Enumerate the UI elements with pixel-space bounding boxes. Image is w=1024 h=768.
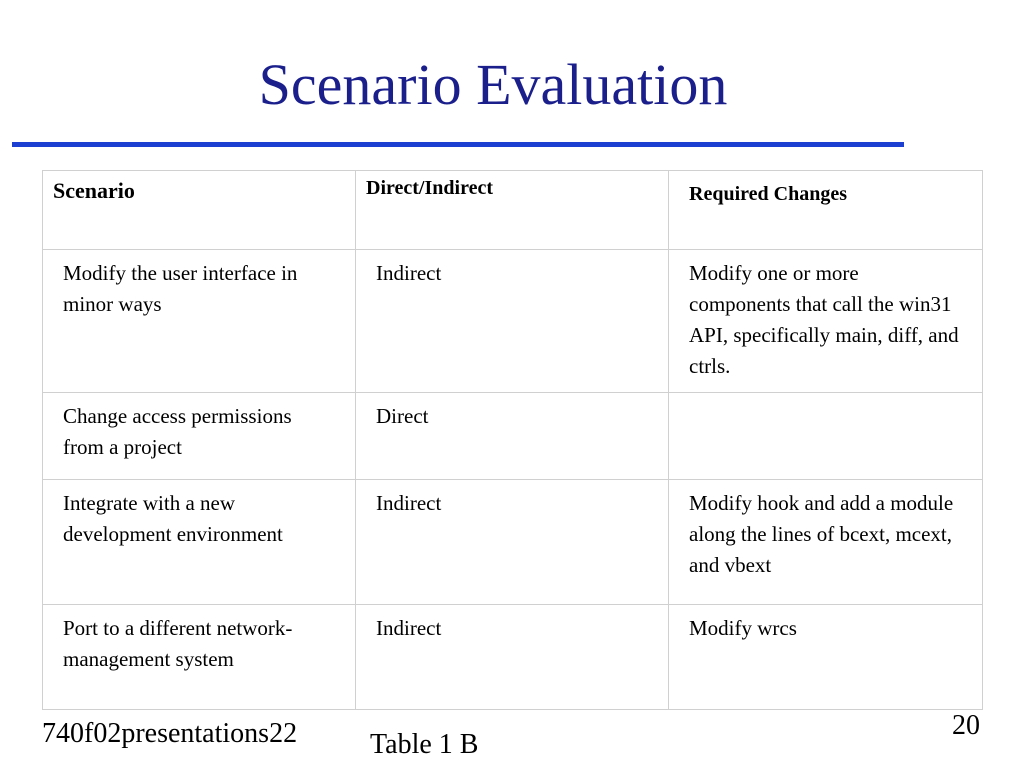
header-direct-indirect: Direct/Indirect bbox=[356, 171, 669, 250]
footer-source: 740f02presentations22 bbox=[42, 718, 298, 749]
cell-required-changes bbox=[669, 393, 983, 480]
cell-required-changes: Modify hook and add a module along the lines of bcext, mcext, and vbext bbox=[669, 480, 983, 605]
slide-title: Scenario Evaluation bbox=[258, 52, 728, 117]
cell-direct-indirect: Indirect bbox=[356, 480, 669, 605]
cell-scenario: Integrate with a new development environment bbox=[43, 480, 356, 605]
title-underline bbox=[12, 142, 904, 147]
cell-direct-indirect: Direct bbox=[356, 393, 669, 480]
table-row bbox=[43, 250, 983, 393]
page-number: 20 bbox=[952, 710, 980, 741]
table-header-row bbox=[43, 171, 983, 250]
cell-scenario: Port to a different network-management system bbox=[43, 605, 356, 710]
cell-direct-indirect: Indirect bbox=[356, 605, 669, 710]
header-required-changes: Required Changes bbox=[669, 171, 983, 250]
table-row bbox=[43, 605, 983, 710]
header-scenario: Scenario bbox=[43, 171, 356, 250]
table-row bbox=[43, 393, 983, 480]
cell-required-changes: Modify one or more components that call the win31 API, specifically main, diff, and ctrls. bbox=[669, 250, 983, 393]
cell-scenario: Modify the user interface in minor ways bbox=[43, 250, 356, 393]
cell-required-changes: Modify wrcs bbox=[669, 605, 983, 710]
cell-direct-indirect: Indirect bbox=[356, 250, 669, 393]
scenario-table bbox=[42, 170, 983, 710]
cell-scenario: Change access permissions from a project bbox=[43, 393, 356, 480]
footer-table-label: Table 1 B bbox=[370, 729, 479, 760]
table-row bbox=[43, 480, 983, 605]
